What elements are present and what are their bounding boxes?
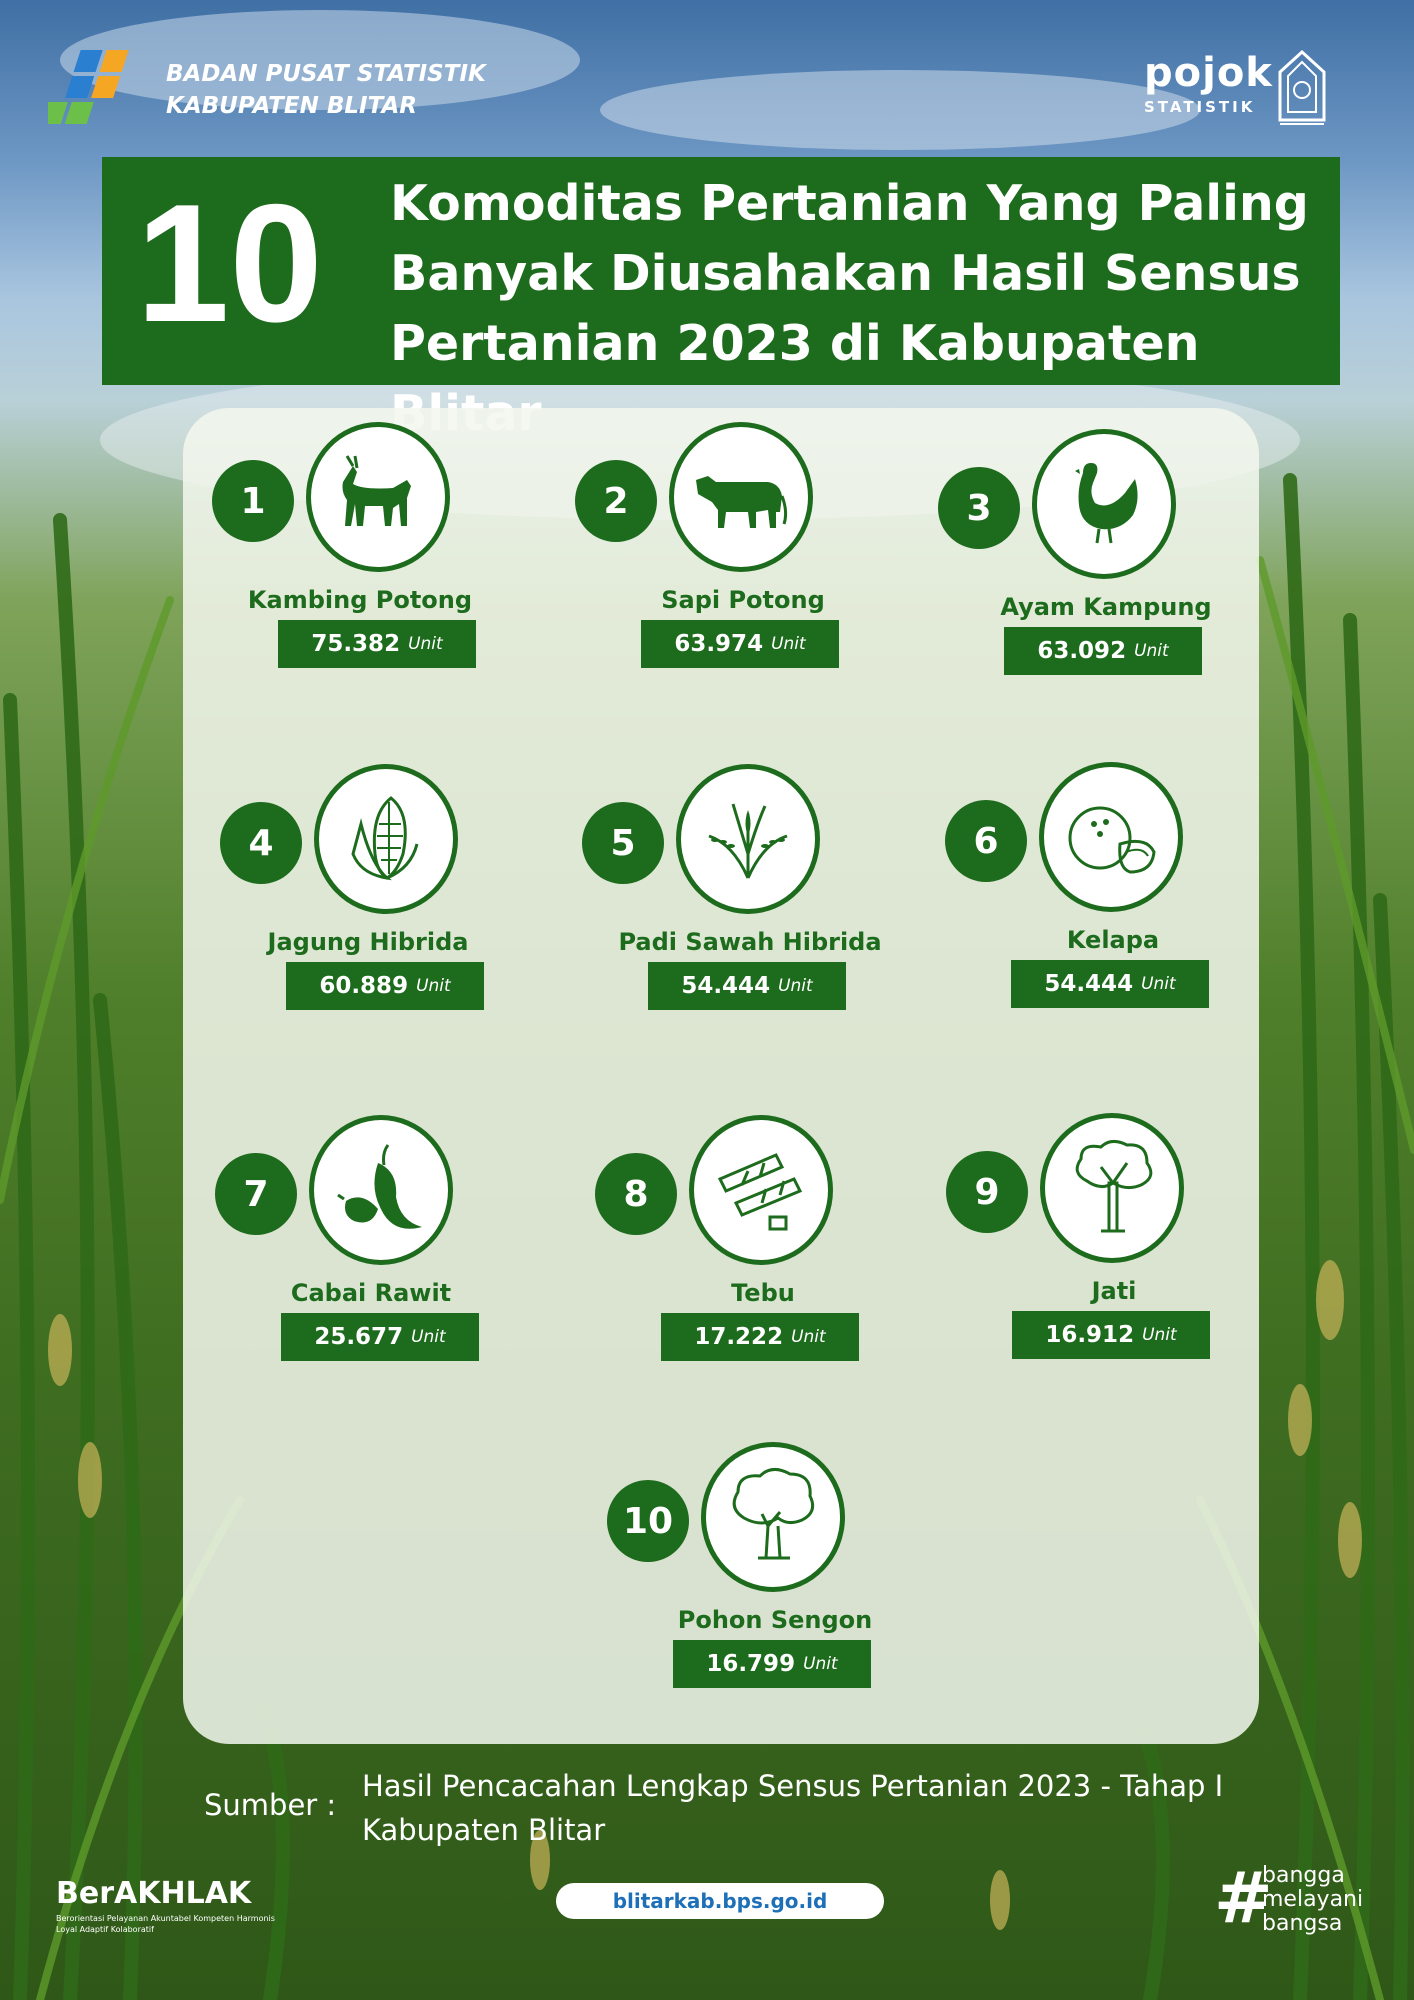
org-name-line2: KABUPATEN BLITAR: [166, 93, 417, 119]
commodity-value: 16.912: [1045, 1322, 1135, 1348]
commodity-unit: Unit: [771, 634, 806, 654]
commodity-name: Sapi Potong: [661, 586, 825, 614]
commodity-value-box: [278, 620, 476, 668]
commodity-name: Kambing Potong: [247, 586, 473, 614]
sengon-tree-icon: [701, 1442, 845, 1592]
rank-badge: 9: [946, 1151, 1028, 1233]
page-title: Komoditas Pertanian Yang Paling Banyak Diusahakan Hasil Sensus Pertanian 2023 di Kabupaten: [390, 175, 1309, 372]
tagline: [1262, 1864, 1363, 1936]
commodity-value-box: [281, 1313, 479, 1361]
rank-badge: 2: [575, 460, 657, 542]
commodity-unit: Unit: [1142, 1325, 1177, 1345]
commodity-unit: Unit: [416, 976, 451, 996]
commodity-name: Pohon Sengon: [677, 1606, 873, 1634]
teak-tree-icon: [1040, 1113, 1184, 1263]
commodity-name: Padi Sawah Hibrida: [618, 928, 882, 956]
berakhlak-logo: [56, 1876, 276, 1935]
source-text: Hasil Pencacahan Lengkap Sensus Pertanian 2023 - Tahap I Kabupaten Blitar: [362, 1769, 1224, 1847]
commodity-name: Ayam Kampung: [1000, 593, 1212, 621]
commodity-value: 54.444: [681, 973, 771, 999]
commodity-item: [605, 1438, 925, 1698]
rank-badge: 10: [607, 1480, 689, 1562]
commodity-value-box: [1012, 1311, 1210, 1359]
banner-number: 10: [136, 169, 323, 357]
chicken-icon: [1032, 429, 1176, 579]
commodity-value: 17.222: [694, 1324, 784, 1350]
website-link[interactable]: blitarkab.bps.go.id: [556, 1883, 884, 1919]
rice-plant-icon: [676, 764, 820, 914]
commodity-unit: Unit: [408, 634, 443, 654]
commodity-item: [213, 1111, 533, 1371]
cow-icon: [669, 422, 813, 572]
rank-badge: 6: [945, 800, 1027, 882]
pojok-word: pojok: [1144, 50, 1273, 96]
coconut-icon: [1039, 762, 1183, 912]
commodity-unit: Unit: [791, 1327, 826, 1347]
pojok-statistik-logo: [1140, 50, 1340, 130]
rank-badge: 4: [220, 802, 302, 884]
bangga-melayani-bangsa-logo: [1214, 1857, 1384, 1939]
berakhlak-word: BerAKHLAK: [56, 1876, 252, 1911]
commodity-name: Cabai Rawit: [290, 1279, 452, 1307]
commodity-name: Tebu: [731, 1279, 795, 1307]
commodity-item: [936, 425, 1256, 685]
commodity-name: Jagung Hibrida: [267, 928, 469, 956]
commodity-item: [210, 418, 530, 678]
goat-icon: [306, 422, 450, 572]
source-label: Sumber :: [204, 1788, 337, 1822]
commodity-value-box: [641, 620, 839, 668]
commodity-value: 25.677: [314, 1324, 404, 1350]
commodity-value: 75.382: [311, 631, 401, 657]
commodity-value-box: [1004, 627, 1202, 675]
commodity-item: [944, 1109, 1264, 1369]
header: [0, 0, 1414, 150]
commodity-value-box: [1011, 960, 1209, 1008]
commodity-unit: Unit: [411, 1327, 446, 1347]
rank-badge: 3: [938, 467, 1020, 549]
commodity-unit: Unit: [1134, 641, 1169, 661]
commodity-item: [943, 758, 1263, 1018]
commodity-value: 54.444: [1044, 971, 1134, 997]
commodity-value: 60.889: [319, 973, 409, 999]
commodity-value-box: [673, 1640, 871, 1688]
commodity-unit: Unit: [1141, 974, 1176, 994]
chili-icon: [309, 1115, 453, 1265]
hashtag-icon: #: [1214, 1857, 1273, 1939]
commodity-value: 16.799: [706, 1651, 796, 1677]
org-name: [166, 58, 486, 122]
commodity-value-box: [286, 962, 484, 1010]
tagline-word: bangga: [1262, 1863, 1345, 1888]
commodity-item: [218, 760, 538, 1020]
corn-icon: [314, 764, 458, 914]
tagline-word: bangsa: [1262, 1911, 1343, 1936]
commodity-value: 63.092: [1037, 638, 1127, 664]
rank-badge: 7: [215, 1153, 297, 1235]
commodity-item: [593, 1111, 913, 1371]
commodity-value-box: [648, 962, 846, 1010]
commodity-value: 63.974: [674, 631, 764, 657]
tagline-word: melayani: [1262, 1887, 1364, 1912]
bps-logo-icon: [48, 46, 158, 132]
rank-badge: 8: [595, 1153, 677, 1235]
org-name-line1: BADAN PUSAT STATISTIK: [166, 61, 486, 87]
pojok-sub: STATISTIK: [1144, 98, 1256, 116]
commodity-item: [580, 760, 900, 1020]
commodity-item: [573, 418, 893, 678]
commodity-name: Jati: [1091, 1277, 1137, 1305]
rank-badge: 1: [212, 460, 294, 542]
commodity-unit: Unit: [803, 1654, 838, 1674]
sugarcane-icon: [689, 1115, 833, 1265]
commodity-unit: Unit: [778, 976, 813, 996]
commodity-value-box: [661, 1313, 859, 1361]
university-emblem-icon: [1274, 50, 1330, 126]
commodity-name: Kelapa: [1066, 926, 1160, 954]
berakhlak-sub: Berorientasi Pelayanan Akuntabel Kompeten Harmonis Loyal Adaptif Kolaboratif: [56, 1914, 275, 1934]
rank-badge: 5: [582, 802, 664, 884]
title-banner: [102, 157, 1340, 385]
